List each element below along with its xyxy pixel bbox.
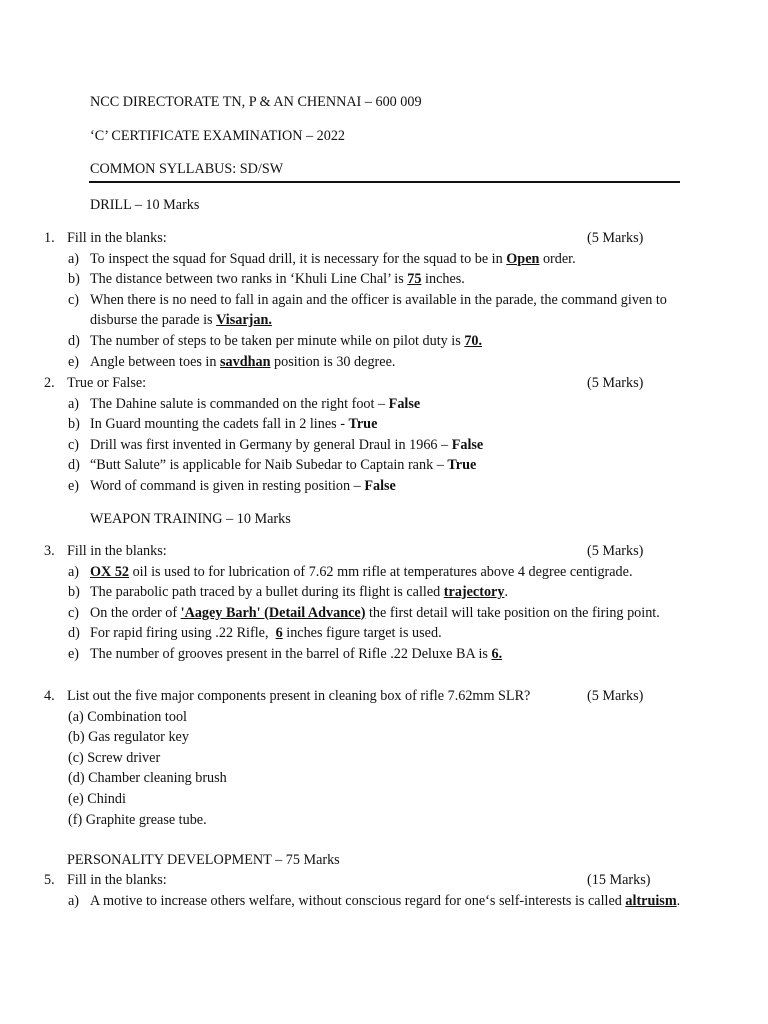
answer-keyword: 70. xyxy=(464,332,483,349)
answer-item: d) “Butt Salute” is applicable for Naib Subedar to Captain rank – True xyxy=(68,457,477,474)
answer-keyword: False xyxy=(388,395,421,412)
question-text: Fill in the blanks: xyxy=(67,230,167,246)
answer-item: b) The distance between two ranks in ‘Khuli Line Chal’ is 75 inches. xyxy=(68,271,465,288)
question-number: 3. xyxy=(44,543,55,559)
answer-keyword: savdhan xyxy=(220,353,271,370)
answer-item: b) In Guard mounting the cadets fall in 2 lines - True xyxy=(68,416,378,433)
answer-item: a) A motive to increase others welfare, without conscious regard for one‘s self-interests is called altruism. xyxy=(68,892,681,909)
list-item: (d) Chamber cleaning brush xyxy=(68,770,227,787)
syllabus-title: COMMON SYLLABUS: SD/SW xyxy=(90,161,284,177)
exam-title: ‘C’ CERTIFICATE EXAMINATION – 2022 xyxy=(90,128,346,144)
answer-keyword: True xyxy=(348,416,378,433)
answer-item: c) Drill was first invented in Germany by general Draul in 1966 – False xyxy=(68,436,484,453)
answer-keyword: Open xyxy=(506,250,540,267)
question-text: Fill in the blanks: xyxy=(67,543,167,559)
question-number: 2. xyxy=(44,375,55,391)
answer-item: e) The number of grooves present in the barrel of Rifle .22 Deluxe BA is 6. xyxy=(68,645,503,662)
answer-item: a) The Dahine salute is commanded on the right foot – False xyxy=(68,395,421,412)
question-4 xyxy=(44,686,684,830)
answer-item: c) On the order of 'Aagey Barh' (Detail Advance) the first detail will take position on the firing point. xyxy=(68,604,660,621)
list-item: (e) Chindi xyxy=(68,790,126,807)
answer-item: d) The number of steps to be taken per minute while on pilot duty is 70. xyxy=(68,332,483,349)
section-title-personality-development: PERSONALITY DEVELOPMENT – 75 Marks xyxy=(67,852,340,868)
header-divider xyxy=(89,181,680,183)
directorate-title: NCC DIRECTORATE TN, P & AN CHENNAI – 600 009 xyxy=(90,94,422,110)
marks-label: (5 Marks) xyxy=(587,543,644,559)
answer-keyword: altruism xyxy=(625,892,677,909)
answer-keyword: 75 xyxy=(407,271,422,288)
marks-label: (15 Marks) xyxy=(587,872,651,888)
marks-label: (5 Marks) xyxy=(587,375,644,391)
answer-keyword: trajectory xyxy=(443,584,505,601)
answer-keyword: OX 52 xyxy=(90,563,130,580)
marks-label: (5 Marks) xyxy=(587,688,644,704)
section-title-drill: DRILL – 10 Marks xyxy=(90,197,200,213)
section-title-weapon-training: WEAPON TRAINING – 10 Marks xyxy=(90,511,291,527)
question-1 xyxy=(44,228,684,372)
answer-item: d) For rapid firing using .22 Rifle, 6 inches figure target is used. xyxy=(68,625,442,642)
answer-keyword: 'Aagey Barh' (Detail Advance) xyxy=(180,604,366,621)
question-text: Fill in the blanks: xyxy=(67,872,167,888)
list-item: (a) Combination tool xyxy=(68,708,188,725)
answer-item: c) When there is no need to fall in again and the officer is available in the parade, the command given to disburse the parade is Visarjan. xyxy=(68,291,667,329)
question-number: 5. xyxy=(44,872,55,888)
question-text: True or False: xyxy=(67,375,147,391)
list-item: (f) Graphite grease tube. xyxy=(68,811,207,828)
question-5 xyxy=(44,870,684,911)
answer-item: b) The parabolic path traced by a bullet during its flight is called trajectory. xyxy=(68,584,508,601)
list-item: (c) Screw driver xyxy=(68,749,161,766)
answer-item: e) Word of command is given in resting position – False xyxy=(68,477,396,494)
question-number: 1. xyxy=(44,230,55,246)
answer-item: e) Angle between toes in savdhan position is 30 degree. xyxy=(68,353,396,370)
question-number: 4. xyxy=(44,688,55,704)
answer-keyword: False xyxy=(451,436,484,453)
answer-keyword: 6 xyxy=(275,625,283,642)
answer-item: a) To inspect the squad for Squad drill, it is necessary for the squad to be in Open order. xyxy=(68,250,576,267)
answer-keyword: 6. xyxy=(491,645,503,662)
answer-keyword: True xyxy=(447,457,477,474)
answer-keyword: False xyxy=(364,477,396,494)
question-2 xyxy=(44,373,684,497)
list-item: (b) Gas regulator key xyxy=(68,729,189,746)
answer-item: a) OX 52 oil is used to for lubrication of 7.62 mm rifle at temperatures above 4 degree centigrade. xyxy=(68,563,633,580)
question-text: List out the five major components present in cleaning box of rifle 7.62mm SLR? xyxy=(67,688,531,704)
marks-label: (5 Marks) xyxy=(587,230,644,246)
answer-keyword: Visarjan. xyxy=(216,312,272,329)
question-3 xyxy=(44,541,684,665)
